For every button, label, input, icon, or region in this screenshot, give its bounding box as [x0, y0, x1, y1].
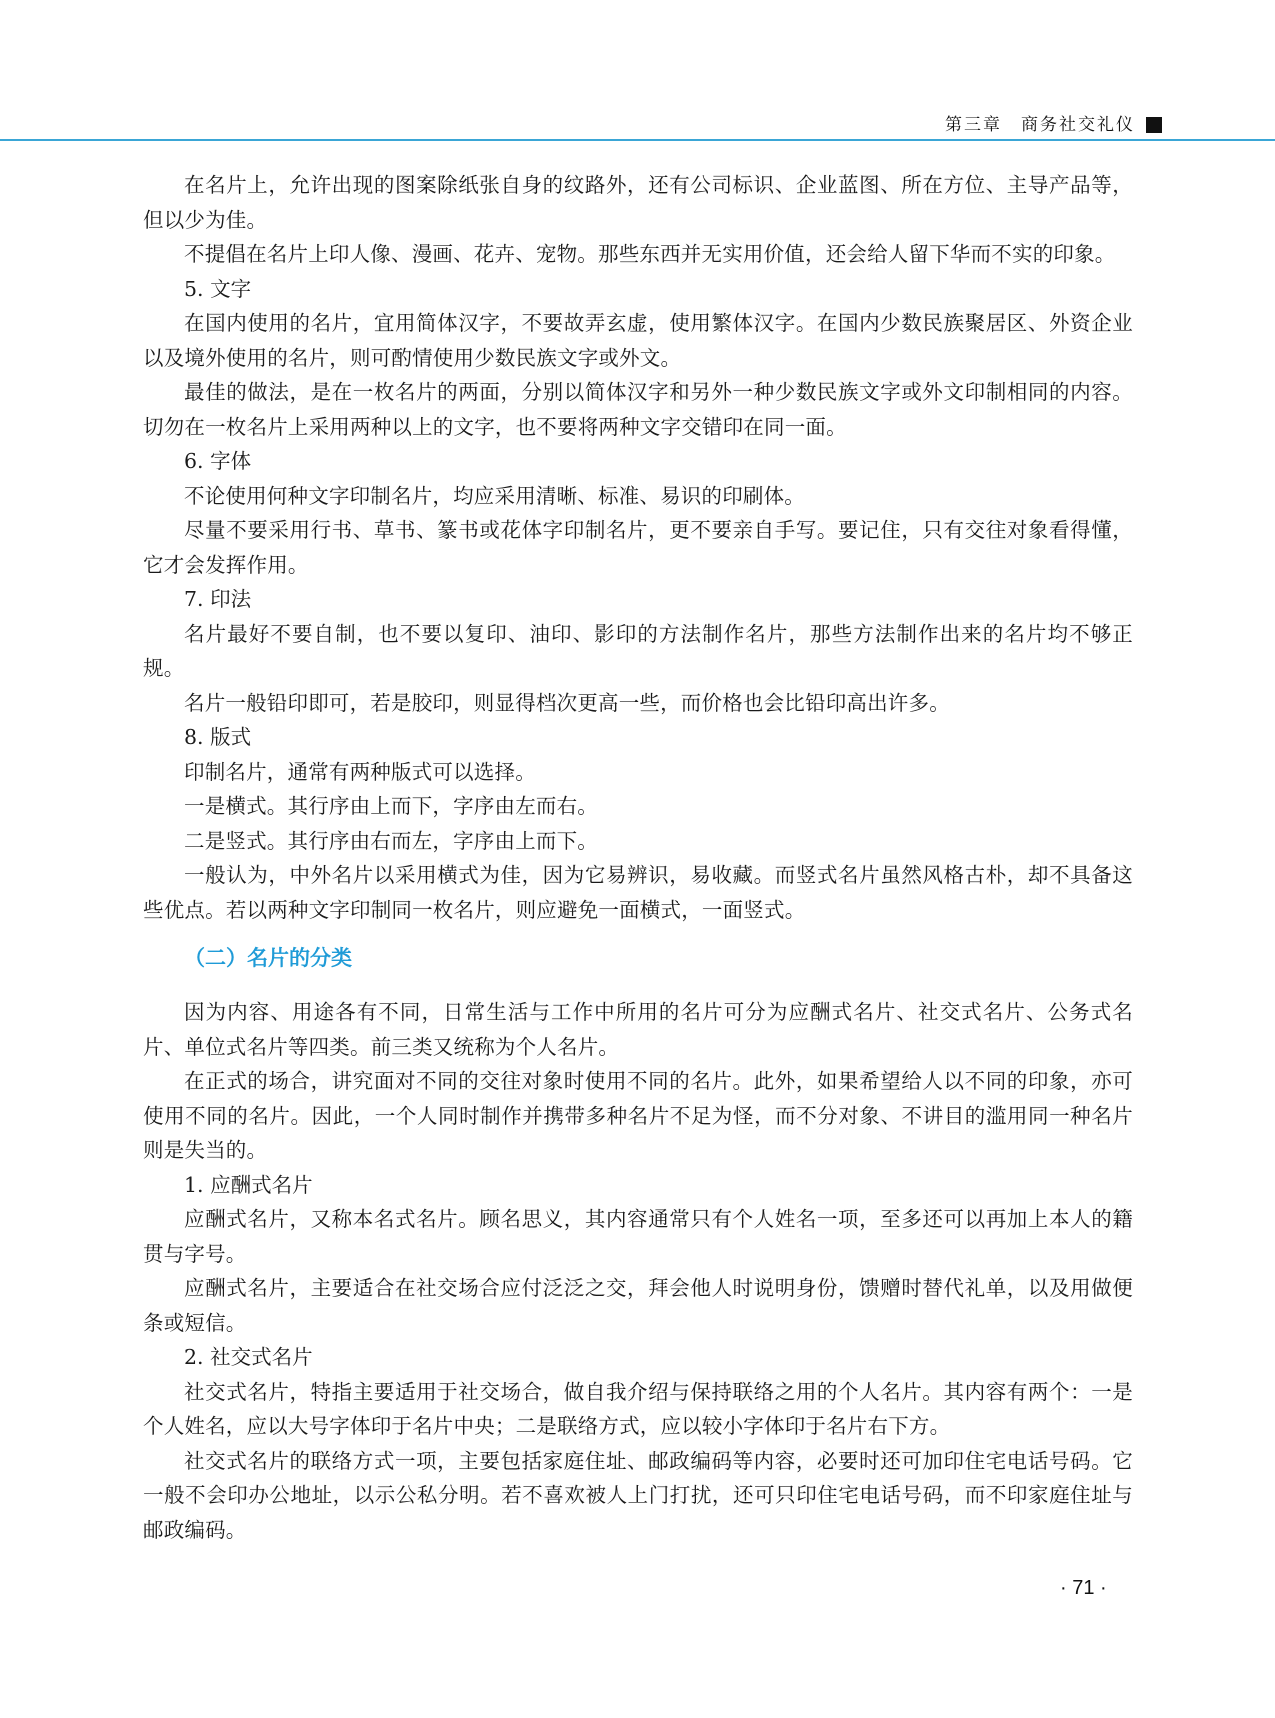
paragraph: 因为内容、用途各有不同，日常生活与工作中所用的名片可分为应酬式名片、社交式名片、公务式名片、单位式名片等四类。前三类又统称为个人名片。	[143, 1000, 1133, 1059]
page-header	[0, 0, 1275, 140]
paragraph: 二是竖式。其行序由右而左，字序由上而下。	[184, 828, 598, 853]
body-content	[143, 168, 1133, 1547]
paragraph: 一般认为，中外名片以采用横式为佳，因为它易辨识，易收藏。而竖式名片虽然风格古朴，却不具备这些优点。若以两种文字印制同一枚名片，则应避免一面横式，一面竖式。	[143, 863, 1133, 922]
header-rule	[0, 139, 1275, 141]
paragraph: 应酬式名片，又称本名式名片。顾名思义，其内容通常只有个人姓名一项，至多还可以再加上本人的籍贯与字号。	[143, 1207, 1133, 1266]
paragraph: 应酬式名片，主要适合在社交场合应付泛泛之交，拜会他人时说明身份，馈赠时替代礼单，以及用做便条或短信。	[143, 1276, 1133, 1335]
paragraph: 社交式名片，特指主要适用于社交场合，做自我介绍与保持联络之用的个人名片。其内容有两个：一是个人姓名，应以大号字体印于名片中央；二是联络方式，应以较小字体印于名片右下方。	[143, 1379, 1133, 1438]
subsection-title: 1. 应酬式名片	[184, 1172, 313, 1197]
subsection-title: 6. 字体	[184, 449, 252, 473]
paragraph: 不论使用何种文字印制名片，均应采用清晰、标准、易识的印刷体。	[184, 483, 805, 508]
subsection-title: 8. 版式	[184, 725, 252, 749]
subsection-title: 5. 文字	[184, 276, 252, 301]
paragraph: 印制名片，通常有两种版式可以选择。	[184, 759, 536, 784]
running-title: 第三章 商务社交礼仪	[945, 115, 1135, 135]
header-square-icon	[1146, 117, 1162, 133]
paragraph: 在国内使用的名片，宜用简体汉字，不要故弄玄虚，使用繁体汉字。在国内少数民族聚居区、外资企业以及境外使用的名片，则可酌情使用少数民族文字或外文。	[143, 311, 1133, 370]
paragraph: 一是横式。其行序由上而下，字序由左而右。	[184, 794, 598, 818]
paragraph: 尽量不要采用行书、草书、篆书或花体字印制名片，更不要亲自手写。要记住，只有交往对象看得懂，它才会发挥作用。	[143, 518, 1133, 577]
subsection-title: 7. 印法	[184, 587, 252, 611]
paragraph: 最佳的做法，是在一枚名片的两面，分别以简体汉字和另外一种少数民族文字或外文印制相同的内容。切勿在一枚名片上采用两种以上的文字，也不要将两种文字交错印在同一面。	[143, 380, 1133, 439]
paragraph: 社交式名片的联络方式一项，主要包括家庭住址、邮政编码等内容，必要时还可加印住宅电话号码。它一般不会印办公地址，以示公私分明。若不喜欢被人上门打扰，还可只印住宅电话号码，而不印家庭住址与邮政编码。	[143, 1448, 1133, 1542]
paragraph: 在正式的场合，讲究面对不同的交往对象时使用不同的名片。此外，如果希望给人以不同的印象，亦可使用不同的名片。因此，一个人同时制作并携带多种名片不足为怪，而不分对象、不讲目的滥用同一种名片则是失当的。	[143, 1069, 1133, 1162]
paragraph: 名片一般铅印即可，若是胶印，则显得档次更高一些，而价格也会比铅印高出许多。	[184, 690, 950, 715]
page-number: · 71 ·	[1060, 1577, 1107, 1599]
paragraph: 不提倡在名片上印人像、漫画、花卉、宠物。那些东西并无实用价值，还会给人留下华而不实的印象。	[184, 242, 1116, 266]
paragraph: 在名片上，允许出现的图案除纸张自身的纹路外，还有公司标识、企业蓝图、所在方位、主导产品等，但以少为佳。	[143, 173, 1133, 232]
section-heading: （二）名片的分类	[184, 945, 352, 970]
paragraph: 名片最好不要自制，也不要以复印、油印、影印的方法制作名片，那些方法制作出来的名片均不够正规。	[143, 621, 1133, 680]
subsection-title: 2. 社交式名片	[184, 1345, 313, 1369]
